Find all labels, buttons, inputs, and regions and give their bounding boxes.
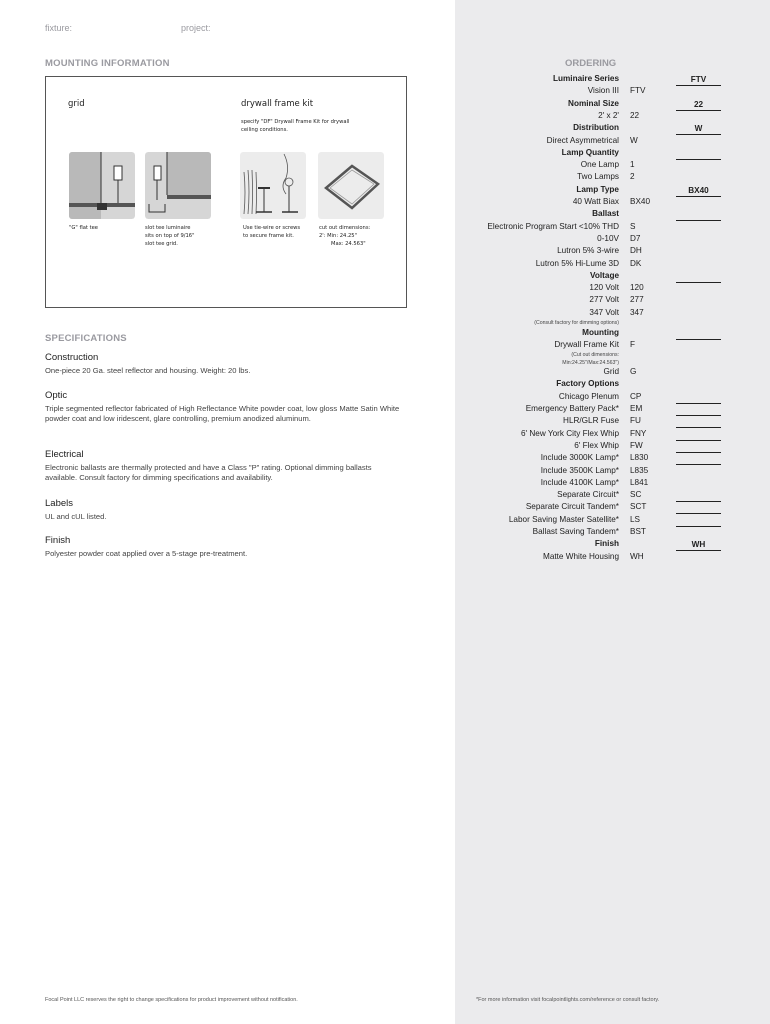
category-label: Luminaire Series xyxy=(553,74,619,83)
ordering-category-row xyxy=(455,539,770,551)
category-label: Finish xyxy=(594,539,619,549)
option-label: Two Lamps xyxy=(577,172,619,182)
optic-text: Triple segmented reflector fabricated of High Reflectance White powder coat, low gloss Matte Satin White powder coat and low iridescent, glare controlling, premium anodized aluminum. xyxy=(45,404,400,423)
ordering-category-row xyxy=(455,271,770,283)
option-label: Separate Circuit Tandem* xyxy=(525,502,619,512)
labels-heading: Labels xyxy=(45,498,73,509)
ordering-option-row xyxy=(455,246,770,258)
construction-heading: Construction xyxy=(45,352,99,363)
flat-tee-diagram xyxy=(69,152,135,219)
option-code: FTV xyxy=(630,86,646,96)
caption-slot-tee-3: slot tee grid. xyxy=(145,241,178,247)
ordering-option-row xyxy=(455,502,770,514)
option-code: CP xyxy=(630,391,642,401)
option-code: 22 xyxy=(630,110,640,120)
ordering-option-row xyxy=(455,478,770,490)
drywall-note-2: ceiling conditions. xyxy=(241,127,288,133)
category-label: Lamp Type xyxy=(576,184,619,194)
option-code: 347 xyxy=(630,307,644,317)
ordering-option-row xyxy=(455,172,770,184)
option-label: Ballast Saving Tandem* xyxy=(532,527,619,536)
ordering-option-row xyxy=(455,234,770,246)
option-code: W xyxy=(630,135,638,145)
ordering-note: (Cut out dimensions: xyxy=(571,352,619,359)
option-code: BX40 xyxy=(630,197,651,206)
ordering-option-row xyxy=(455,552,770,564)
option-code: DH xyxy=(630,246,642,256)
option-label: 120 Volt xyxy=(589,283,619,293)
category-label: Factory Options xyxy=(556,379,619,389)
ordering-option-row xyxy=(455,453,770,465)
ordering-option-row xyxy=(455,515,770,527)
option-label: Vision III xyxy=(587,86,619,96)
ordering-option-row xyxy=(455,429,770,441)
option-label: 40 Watt Biax xyxy=(572,197,619,206)
category-label: Nominal Size xyxy=(568,98,619,108)
ordering-option-row xyxy=(455,367,770,379)
category-label: Voltage xyxy=(590,270,619,280)
ordering-option-row xyxy=(455,136,770,148)
option-label: 6' New York City Flex Whip xyxy=(520,428,619,438)
specifications-heading: SPECIFICATIONS xyxy=(45,333,127,344)
option-code: DK xyxy=(630,258,642,268)
option-label: Direct Asymmetrical xyxy=(546,135,619,145)
option-label: Emergency Battery Pack* xyxy=(525,404,619,413)
option-code: LS xyxy=(630,514,641,524)
ordering-category-row xyxy=(455,148,770,160)
caption-cutout-2: 2': Min: 24.25" xyxy=(319,233,357,239)
category-label: Distribution xyxy=(573,123,619,133)
ordering-option-row xyxy=(455,295,770,307)
caption-tie-wire-2: to secure frame kit. xyxy=(243,233,294,239)
drywall-frame-diagram xyxy=(318,152,384,219)
option-label: 0-10V xyxy=(597,233,619,243)
caption-flat-tee: "G" flat tee xyxy=(69,225,98,231)
caption-slot-tee-1: slot tee luminaire xyxy=(145,225,191,231)
category-label: Lamp Quantity xyxy=(561,147,619,157)
option-code: FW xyxy=(630,440,643,450)
option-code: F xyxy=(630,339,636,349)
option-code: L841 xyxy=(630,477,649,487)
mounting-diagram-box xyxy=(45,76,407,308)
ordering-option-row xyxy=(455,404,770,416)
ordering-category-row xyxy=(455,209,770,221)
ordering-option-row xyxy=(455,222,770,234)
option-label: 277 Volt xyxy=(589,295,619,305)
selection-field[interactable]: W xyxy=(676,123,721,135)
selection-field[interactable] xyxy=(676,328,721,340)
fixture-label: fixture: xyxy=(45,23,73,33)
ordering-note: Min:24.25"/Max:24.563") xyxy=(562,359,619,366)
selection-field[interactable] xyxy=(676,271,721,283)
option-label: 6' Flex Whip xyxy=(574,440,619,450)
option-code: EM xyxy=(630,404,643,413)
ordering-option-row xyxy=(455,283,770,295)
option-label: One Lamp xyxy=(580,160,619,170)
option-code: FNY xyxy=(630,428,647,438)
selection-field[interactable]: BX40 xyxy=(676,185,721,197)
caption-cutout-3: Max: 24.563" xyxy=(331,241,366,247)
ordering-option-row xyxy=(455,86,770,98)
ordering-option-row xyxy=(455,259,770,271)
ordering-category-row xyxy=(455,123,770,135)
selection-field[interactable] xyxy=(676,209,721,221)
category-label: Mounting xyxy=(582,327,619,337)
ordering-option-row xyxy=(455,160,770,172)
option-code: SC xyxy=(630,490,642,500)
drywall-note-1: specify "DF" Drywall Frame Kit for drywall xyxy=(241,119,350,125)
footer-disclaimer: Focal Point LLC reserves the right to change specifications for product improvement without notification. xyxy=(45,997,298,1003)
option-code: SCT xyxy=(630,502,647,512)
ordering-option-row xyxy=(455,416,770,428)
option-code: 120 xyxy=(630,283,644,293)
slot-tee-diagram xyxy=(145,152,211,219)
ordering-category-row xyxy=(455,379,770,391)
caption-cutout-1: cut out dimensions: xyxy=(319,225,371,231)
option-label: Drywall Frame Kit xyxy=(554,339,619,349)
ordering-category-row xyxy=(455,185,770,197)
ordering-option-row xyxy=(455,111,770,123)
mounting-heading: MOUNTING INFORMATION xyxy=(45,58,170,69)
selection-field[interactable]: FTV xyxy=(676,74,721,86)
selection-field[interactable] xyxy=(676,148,721,160)
ordering-category-row xyxy=(455,328,770,340)
project-label: project: xyxy=(181,23,211,33)
option-code: FU xyxy=(630,416,641,426)
option-label: 347 Volt xyxy=(589,307,619,317)
option-label: Separate Circuit* xyxy=(557,490,619,500)
construction-text: One-piece 20 Ga. steel reflector and housing. Weight: 20 lbs. xyxy=(45,366,251,375)
finish-heading: Finish xyxy=(45,535,71,546)
labels-text: UL and cUL listed. xyxy=(45,512,107,521)
option-code: BST xyxy=(630,527,646,536)
tie-wire-diagram xyxy=(240,152,306,219)
optic-heading: Optic xyxy=(45,390,68,401)
ordering-option-row xyxy=(455,340,770,352)
option-code: 1 xyxy=(630,160,635,170)
electrical-text: Electronic ballasts are thermally protected and have a Class "P" rating. Optional dimming ballasts available. Consult factory for dimming specifications and availability. xyxy=(45,463,372,482)
option-label: Grid xyxy=(603,367,619,377)
ordering-option-row xyxy=(455,490,770,502)
grid-title: grid xyxy=(68,99,85,109)
ordering-category-row xyxy=(455,74,770,86)
option-label: Include 3500K Lamp* xyxy=(540,465,619,475)
ordering-option-row xyxy=(455,392,770,404)
ordering-heading: ORDERING xyxy=(565,58,617,69)
option-code: D7 xyxy=(630,233,641,243)
ordering-note: (Consult factory for dimming options) xyxy=(534,320,619,326)
option-code: G xyxy=(630,367,637,377)
footer-reference-note: *For more information visit focalpointlights.com/reference or consult factory. xyxy=(476,997,660,1003)
option-label: Labor Saving Master Satellite* xyxy=(508,514,619,524)
option-label: Electronic Program Start <10% THD xyxy=(487,221,619,231)
option-label: Lutron 5% Hi-Lume 3D xyxy=(535,258,619,268)
ordering-option-row xyxy=(455,527,770,539)
option-label: HLR/GLR Fuse xyxy=(563,416,619,426)
option-code: S xyxy=(630,221,636,231)
category-label: Ballast xyxy=(592,209,619,219)
option-label: Include 4100K Lamp* xyxy=(540,477,619,487)
ordering-option-row xyxy=(455,308,770,320)
drywall-title: drywall frame kit xyxy=(241,99,314,109)
selection-field[interactable]: 22 xyxy=(676,99,721,111)
selection-field[interactable]: WH xyxy=(676,539,721,551)
option-label: Chicago Plenum xyxy=(558,391,619,401)
caption-slot-tee-2: sits on top of 9/16" xyxy=(145,233,195,239)
ordering-option-row xyxy=(455,466,770,478)
ordering-option-row xyxy=(455,197,770,209)
ordering-option-row xyxy=(455,441,770,453)
option-code: L835 xyxy=(630,465,649,475)
option-code: 277 xyxy=(630,295,644,305)
caption-tie-wire-1: Use tie-wire or screws xyxy=(243,225,301,231)
option-label: 2' x 2' xyxy=(598,110,619,120)
ordering-category-row xyxy=(455,99,770,111)
option-code: L830 xyxy=(630,453,649,463)
option-code: WH xyxy=(630,551,644,561)
electrical-heading: Electrical xyxy=(45,449,84,460)
option-label: Matte White Housing xyxy=(543,551,619,561)
finish-text: Polyester powder coat applied over a 5-stage pre-treatment. xyxy=(45,549,248,558)
option-label: Include 3000K Lamp* xyxy=(540,453,619,463)
option-code: 2 xyxy=(630,172,635,182)
option-label: Lutron 5% 3-wire xyxy=(557,246,619,256)
